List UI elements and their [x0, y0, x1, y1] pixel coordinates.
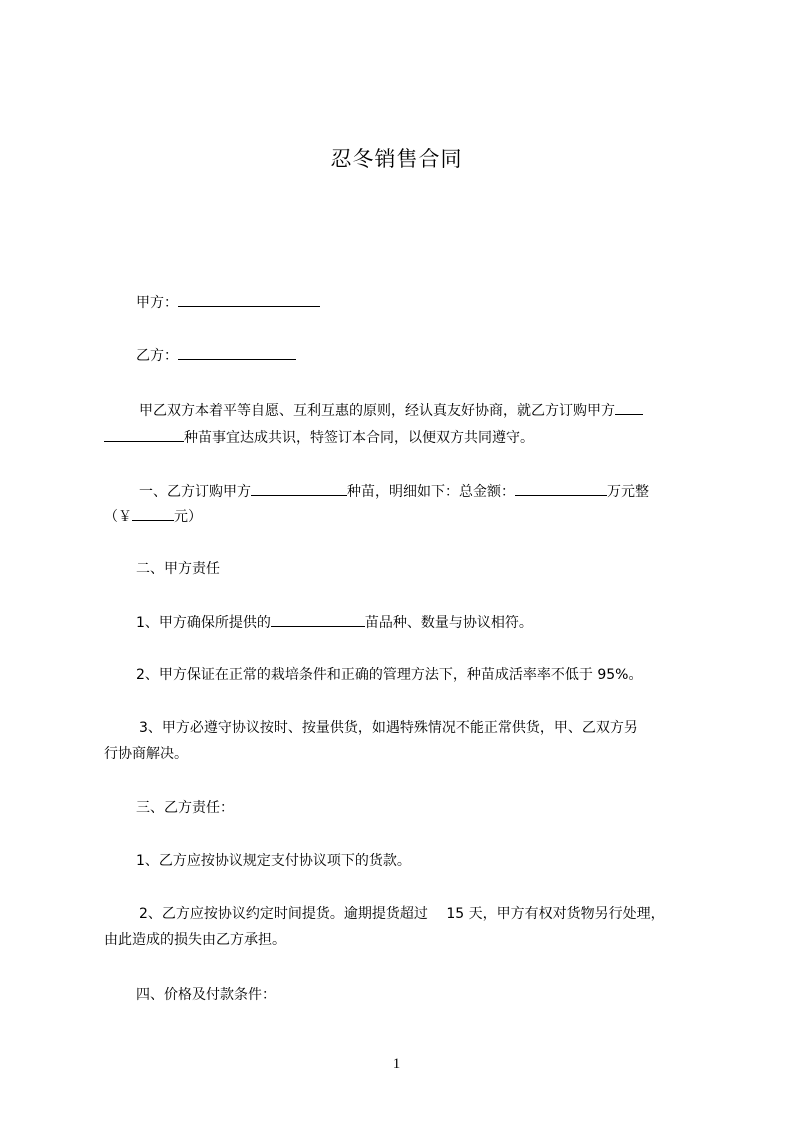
section3-heading: 三、乙方责任： [136, 800, 234, 816]
page-number: 1 [392, 1056, 401, 1072]
party-b-blank [178, 345, 296, 360]
section3-item-1: 1、乙方应按协议规定支付协议项下的货款。 [136, 853, 411, 869]
s2-item1-text-2: 苗品种、数量与协议相符。 [364, 615, 533, 631]
clause1-yuan-blank [132, 506, 174, 521]
s2-item1-blank [271, 612, 365, 627]
clause1-line-1 [139, 481, 649, 502]
intro-blank-a [615, 400, 643, 415]
clause1-variety-blank [251, 481, 347, 496]
document-title: 忍冬销售合同 [330, 147, 463, 171]
party-b-line [136, 345, 296, 366]
party-a-label: 甲方： [136, 295, 178, 311]
party-a-blank [178, 292, 320, 307]
clause1-text-3: 万元整 [607, 484, 649, 500]
section2-item-3-line-2: 行协商解决。 [104, 746, 188, 762]
section4-heading: 四、价格及付款条件： [136, 987, 276, 1003]
section3-item-2-line-2: 由此造成的损失由乙方承担。 [104, 932, 286, 948]
clause1-amount-blank [515, 481, 607, 496]
section3-item-2-line-1: 2、乙方应按协议约定时间提货。逾期提货超过 15 天，甲方有权对货物另行处理， [139, 906, 665, 922]
clause1-text-5: 元） [174, 509, 202, 525]
party-b-label: 乙方： [136, 348, 178, 364]
section2-item-2: 2、甲方保证在正常的栽培条件和正确的管理方法下，种苗成活率率不低于 95%。 [136, 667, 643, 683]
section2-item-1 [136, 612, 533, 633]
section2-item-3-line-1: 3、甲方必遵守协议按时、按量供货，如遇特殊情况不能正常供货，甲、乙双方另 [139, 720, 638, 736]
clause1-text-2: 种苗，明细如下：总金额： [347, 484, 515, 500]
s2-item1-text-1: 1、甲方确保所提供的 [136, 615, 271, 631]
clause1-text-4: （￥ [104, 509, 132, 525]
intro-line-1 [139, 400, 643, 421]
intro-text-2: 种苗事宜达成共识，特签订本合同，以便双方共同遵守。 [184, 430, 534, 446]
clause1-text-1: 一、乙方订购甲方 [139, 484, 251, 500]
intro-line-2 [104, 427, 534, 448]
party-a-line [136, 292, 320, 313]
intro-text-1: 甲乙双方本着平等自愿、互利互惠的原则，经认真友好协商，就乙方订购甲方 [139, 403, 615, 419]
intro-blank-b [104, 427, 184, 442]
section2-heading: 二、甲方责任 [136, 561, 220, 577]
clause1-line-2 [104, 506, 202, 527]
